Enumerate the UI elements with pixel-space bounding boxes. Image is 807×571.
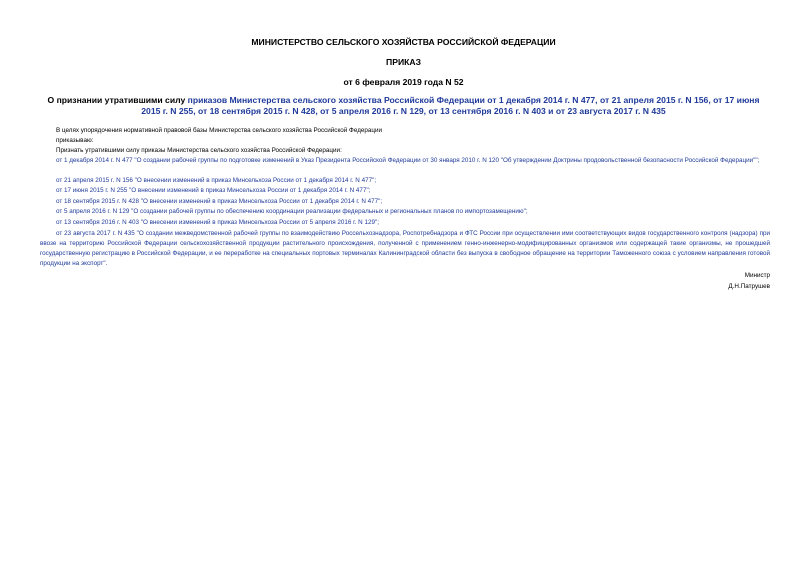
document-title [40, 95, 767, 117]
document-title-link[interactable]: приказов Министерства сельского хозяйства Российской Федерации от 1 декабря 2014 г. N 477, от 21 апреля 2015 г. N 156, от 17 июня 2015 г. N 255, от 18 сентября 2015 г. N 428, от 5 апреля 2016 г. N 129, от 13 сентября 2016 г. N 403 и от 23 августа 2017 г. N 435 [141, 95, 760, 116]
repealed-order-item[interactable]: от 17 июня 2015 г. N 255 "О внесении изменений в приказ Минсельхоза России от 1 декабря 2014 г. N 477"; [56, 187, 371, 194]
document-type-heading: ПРИКАЗ [386, 57, 421, 67]
repealed-order-item[interactable]: от 21 апреля 2015 г. N 156 "О внесении изменений в приказ Минсельхоза России от 1 декабря 2014 г. N 477"; [56, 177, 377, 184]
repealed-order-item[interactable]: от 1 декабря 2014 г. N 477 "О создании рабочей группы по подготовке изменений в Указ Президента Российской Федерации от 30 января 2010 г. N 120 "Об утверждении Доктрины продовольственной безопасности Российской Федерации""; [56, 157, 760, 164]
order-word: приказываю: [56, 137, 94, 144]
repealed-order-item[interactable]: от 5 апреля 2016 г. N 129 "О создании рабочей группы по обеспечению координации реализации федеральных и региональных планов по импортозамещению"; [56, 208, 528, 215]
document-title-prefix: О признании утратившими силу [47, 95, 188, 105]
signatory-position: Министр [744, 272, 770, 279]
signatory-name: Д.Н.Патрушев [728, 283, 770, 290]
intro-paragraph: В целях упорядочения нормативной правовой базы Министерства сельского хозяйства Российской Федерации [56, 127, 383, 134]
ministry-heading: МИНИСТЕРСТВО СЕЛЬСКОГО ХОЗЯЙСТВА РОССИЙСКОЙ ФЕДЕРАЦИИ [251, 37, 556, 47]
declare-paragraph: Признать утратившими силу приказы Министерства сельского хозяйства Российской Федерации: [56, 147, 342, 154]
repealed-order-item[interactable]: от 18 сентября 2015 г. N 428 "О внесении изменений в приказ Минсельхоза России от 1 декабря 2014 г. N 477"; [56, 198, 383, 205]
repealed-order-item[interactable]: от 23 августа 2017 г. N 435 "О создании межведомственной рабочей группы по взаимодействию Россельхознадзора, Роспотребнадзора и ФТС России при осуществлении ими соответствующих видов государственного контроля (надзора) при ввозе на территорию Российской Федерации сельскохозяйственной продукции растительного происхождения, полученной с применением генно-инженерно-модифицированных организмов или содержащей такие организмы, не прошедшей государственную регистрацию в Российской Федерации, и ее переработке на специальных портовых терминалах Калининградской области без выпуска в свободное обращение на территории Таможенного союза с условием направления готовой продукции на экспорт". [40, 230, 770, 267]
repealed-order-item[interactable]: от 13 сентября 2016 г. N 403 "О внесении изменений в приказ Минсельхоза России от 5 апреля 2016 г. N 129"; [56, 219, 379, 226]
document-date-number: от 6 февраля 2019 года N 52 [343, 77, 464, 87]
